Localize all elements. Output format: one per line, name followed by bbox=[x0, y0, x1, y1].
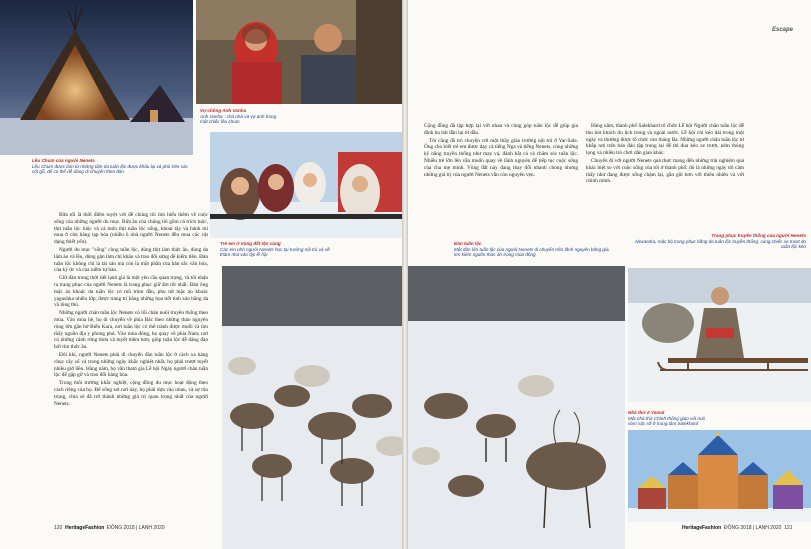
sled-photo bbox=[628, 268, 811, 402]
church-caption bbox=[628, 410, 708, 427]
mid-paragraph: Cộng đồng đã tập hợp lại với nhau và cùng góp tuần lộc để giúp gia đình họ bắt đầu lại từ đầu. bbox=[424, 123, 578, 136]
left-page bbox=[0, 0, 404, 549]
mid-paragraph: Tôi cũng đã trò chuyện với một thầy giáo trường nội trú ở Yar-Sale. Ông cho biết trẻ em được dạy cả tiếng Nga và tiếng Nenets, cùng những kỹ năng truyền thống như may vá, đánh bắt cá và chăm sóc tuần lộc. Nhiều trẻ lớn lên vẫn muốn quay về lãnh nguyên để tiếp tục cuộc sống của cha mẹ mình. Vùng đất này đang thay đổi nhanh chóng nhưng những giá trị của người Nenets vẫn còn nguyên vẹn. bbox=[424, 137, 578, 178]
section-label: Escape bbox=[772, 27, 794, 33]
tent-photo bbox=[0, 0, 193, 155]
right-page-number: 121 bbox=[784, 525, 793, 531]
herd-caption-title: Đàn tuần lộc bbox=[454, 241, 482, 246]
magazine-spine bbox=[402, 0, 408, 549]
sled-caption bbox=[626, 233, 806, 250]
children-caption bbox=[220, 241, 335, 258]
left-folio bbox=[54, 525, 165, 531]
church-caption-text: Một nhà thờ Chính thống giáo với mái vòm sặc sỡ ở trung tâm Salekhard bbox=[628, 415, 705, 427]
couple-caption-title: Vợ chồng Anh Vanha bbox=[200, 108, 247, 113]
tent-caption-text: Lều Chum được làm từ những tấm da tuần lộc được khâu lại và phủ trên các cột gỗ, để có thể dễ dàng di chuyển theo đàn bbox=[32, 163, 188, 175]
right-page bbox=[406, 0, 811, 549]
left-article-body bbox=[54, 212, 208, 512]
left-issue: ĐÔNG 2018 | LANH 2020 bbox=[107, 525, 165, 531]
left-paragraph: Những người chăn tuần lộc Nenets có lối chăn nuôi truyền thống theo mùa. Vào mùa hè, họ di chuyển về phía Bắc theo những thảo nguyên rộng lớn gần bờ Biển Kara, nơi tuần lộc có thể tránh được muỗi và tìm thấy nguồn địa y phong phú. Vào mùa đông, họ quay về phía Nam, nơi có những cánh rừng thưa và tuyết mềm hơn, giúp tuần lộc dễ dàng đào bới tìm thức ăn. bbox=[54, 310, 208, 351]
right-paragraph: Chuyến đi với người Nenets quả thực mang đến những trải nghiệm quá khác biệt so với cuộc sống của tôi ở thành phố; đó là những ngày tôi cảm thấy như đang được sống chậm lại, gần gũi hơn với thiên nhiên và với chính mình. bbox=[586, 157, 744, 185]
reindeer-herd-photo bbox=[222, 266, 404, 549]
children-photo bbox=[210, 132, 404, 238]
left-paragraph: Trong môi trường khắc nghiệt, cộng đồng du mục hoạt động theo cách riêng của họ. Để sống sót nơi này, họ phải dựa vào nhau, và sự tôn trọng, chia sẻ đã trở thành những giá trị quan trọng nhất của người Nenets. bbox=[54, 380, 208, 407]
mid-article-body bbox=[424, 123, 578, 235]
reindeer-herd-photo-right bbox=[406, 266, 625, 549]
children-caption-title: Trẻ em ở Vùng đất tận cùng bbox=[220, 241, 281, 246]
couple-caption bbox=[200, 108, 280, 125]
tent-caption-title: Lều Chum của người Nenets bbox=[32, 158, 95, 163]
couple-caption-text: Anh Vanha - chủ nhà và vợ anh trong một chiếc lều chum bbox=[200, 113, 277, 125]
right-issue: ĐÔNG 2018 | LANH 2020 bbox=[723, 525, 782, 531]
left-paragraph: Giữ đàn trong thời tiết lạnh giá là một yêu cầu quan trọng, và tôi nhận ra trang phục của người Nenets là trang phục giữ ấm tốt nhất. Đàn ông mặc áo khoác da tuần lộc có mũ trùm đầu, phụ nữ mặc áo khoác yagushka nhiều lớp, được trang trí bằng những họa tiết tinh xảo bằng da và lông thú. bbox=[54, 275, 208, 309]
left-paragraph: Đôi khi, người Nenets phải di chuyển đàn tuần lộc ở cách xa hàng chục cây số và trong những ngày khắc nghiệt nhất, họ phải trượt tuyết nhiều giờ liền. Hàng năm, họ vẫn tham gia Lễ hội Ngày người chăn tuần lộc để gặp gỡ và trao đổi hàng hóa. bbox=[54, 351, 208, 379]
right-paragraph: Hàng năm, thành phố Salekhard tổ chức Lễ hội Người chăn tuần lộc để thu hút khách du lịch trong và ngoài nước. Lễ hội chỉ kéo dài trong một ngày và thường được tổ chức vào tháng Ba. Những người chăn tuần lộc từ khắp nơi trên bán đảo tập trung lại để thi đua kéo xe trượt, ném thòng lọng và nhiều trò chơi dân gian khác. bbox=[586, 123, 744, 157]
church-caption-title: Nhà thờ ở Yamal bbox=[628, 410, 665, 415]
left-page-number: 120 bbox=[54, 525, 63, 531]
tent-caption bbox=[32, 158, 192, 175]
couple-photo bbox=[196, 0, 404, 104]
left-paragraph: Bữa tối là thời điểm tuyệt vời để chúng tôi tìm hiểu thêm về cuộc sống của những người du mục. Bữa ăn của chúng tôi gồm cá trích luộc, thịt tuần lộc luộc và cả món thịt tuần lộc sống, khoai tây và bánh mì mua ở cửa hàng tạp hóa (nhiều ô nhà người Nenets đều mua các vật dụng thiết yếu). bbox=[54, 212, 208, 246]
left-magazine-name: HeritageFashion bbox=[65, 525, 105, 531]
right-folio bbox=[682, 525, 793, 531]
herd-caption bbox=[454, 241, 614, 258]
right-magazine-name: HeritageFashion bbox=[682, 525, 722, 531]
children-caption-text: Các em nhỏ người Nenets học tại trường nội trú và về thăm nhà vào dịp lễ hội bbox=[220, 246, 330, 258]
herd-caption-text: Một đàn lớn tuần lộc của người Nenets di chuyển trên lãnh nguyên băng giá, tìm kiếm nguồn thức ăn trong mùa đông bbox=[454, 246, 610, 258]
sled-caption-text: Alexandra, mặc bộ trang phục bằng da tuần lộc truyền thống, cùng chiếc xe trượt do tuần lộc kéo bbox=[634, 238, 806, 250]
church-photo bbox=[628, 430, 811, 522]
left-paragraph: Người du mục "sống" cùng tuần lộc, dùng thịt làm thức ăn, dùng da làm áo và lều, dùng gân làm chỉ khâu và trao đổi sừng để kiếm tiền. Đàn tuần lộc không chỉ là tài sản mà còn là một phần của bản sắc văn hóa, của ký ức và của niềm tự hào. bbox=[54, 246, 208, 274]
sled-caption-title: Trang phục truyền thống của người Nenets bbox=[711, 233, 806, 238]
right-article-body bbox=[586, 123, 744, 223]
